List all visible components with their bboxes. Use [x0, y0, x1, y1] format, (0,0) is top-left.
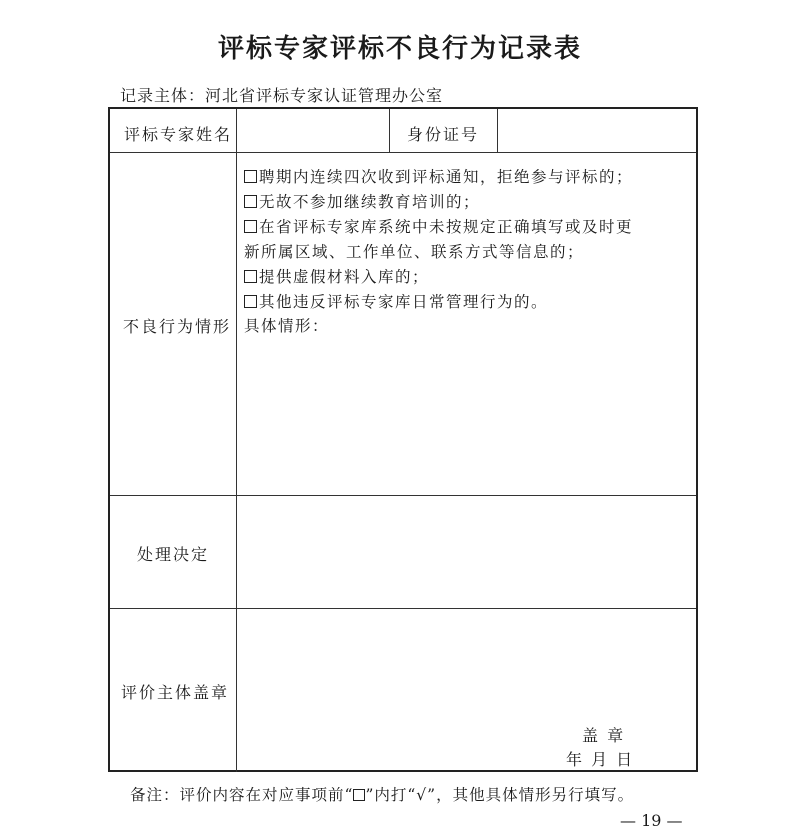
misconduct-item: 其他违反评标专家库日常管理行为的。 — [244, 290, 548, 312]
column-divider — [389, 109, 390, 152]
page-number: — 19 — — [620, 811, 683, 830]
column-divider — [497, 109, 498, 152]
misconduct-item: 无故不参加继续教育培训的； — [244, 190, 480, 212]
form-title: 评标专家评标不良行为记录表 — [217, 34, 582, 64]
misconduct-item: 在省评标专家库系统中未按规定正确填写或及时更 — [244, 215, 633, 237]
row-divider — [110, 608, 696, 609]
expert-name-field[interactable] — [240, 122, 385, 146]
decision-label: 处理决定 — [137, 545, 210, 564]
seal-text: 盖 章 — [582, 726, 626, 745]
row-divider — [110, 495, 696, 496]
expert-name-label: 评标专家姓名 — [124, 125, 233, 144]
record-subject: 记录主体：河北省评标专家认证管理办公室 — [120, 86, 444, 105]
id-number-field[interactable] — [502, 122, 692, 146]
misconduct-item-continuation: 新所属区域、工作单位、联系方式等信息的； — [244, 243, 585, 261]
misconduct-item: 聘期内连续四次收到评标通知，拒绝参与评标的； — [244, 165, 633, 187]
checkbox[interactable] — [244, 295, 257, 308]
checkbox[interactable] — [244, 220, 257, 233]
checkbox-icon — [353, 789, 365, 801]
checkbox[interactable] — [244, 270, 257, 283]
seal-label: 评价主体盖章 — [121, 683, 230, 702]
date-text: 年 月 日 — [566, 750, 635, 769]
record-form-table — [108, 107, 698, 772]
details-label: 具体情形： — [244, 317, 330, 335]
id-number-label: 身份证号 — [407, 125, 480, 144]
misconduct-label: 不良行为情形 — [123, 317, 232, 336]
row-divider — [110, 152, 696, 153]
misconduct-item: 提供虚假材料入库的； — [244, 265, 429, 287]
checkbox[interactable] — [244, 195, 257, 208]
checkbox[interactable] — [244, 170, 257, 183]
footnote: 备注：评价内容在对应事项前“ ”内打“√”，其他具体情形另行填写。 — [130, 786, 635, 804]
column-divider — [236, 109, 237, 772]
